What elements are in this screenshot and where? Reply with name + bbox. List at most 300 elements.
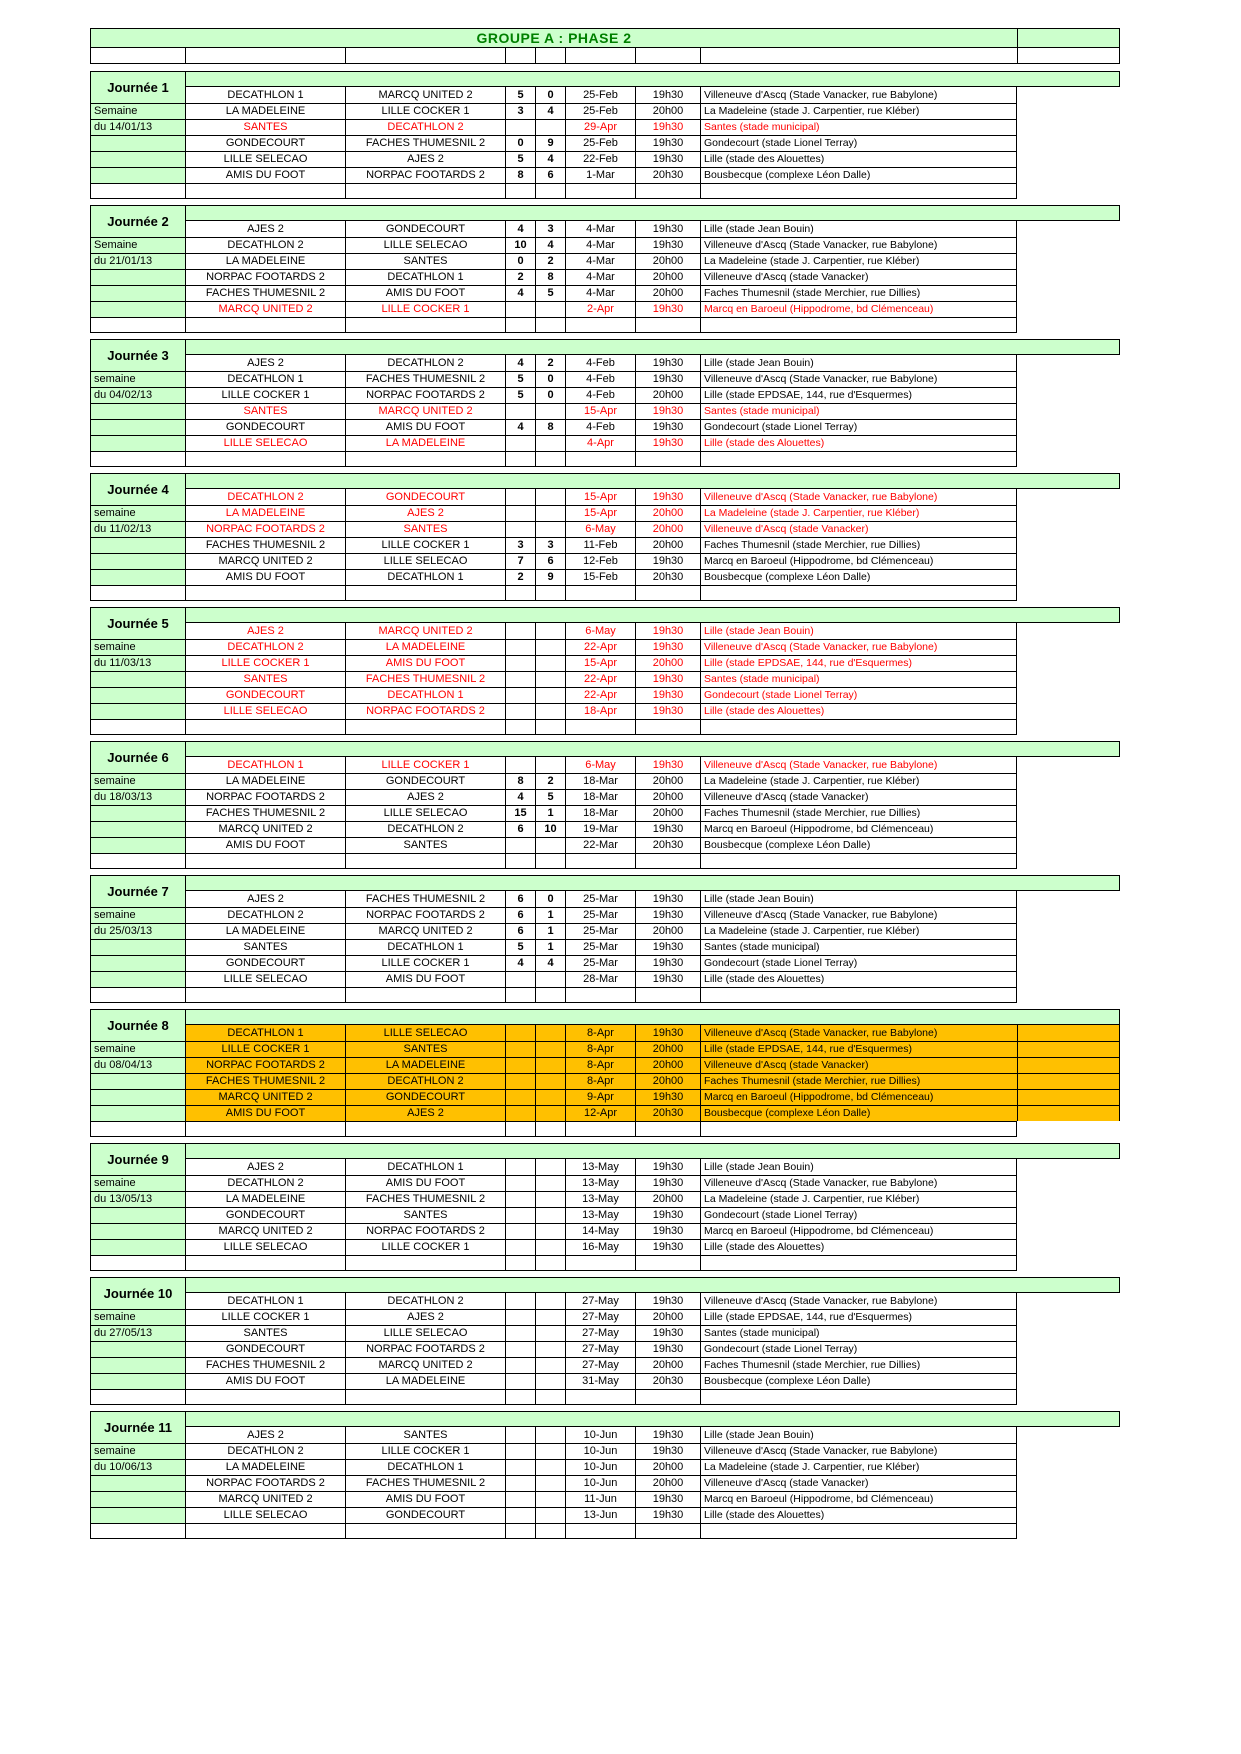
venue-cell: Lille (stade Jean Bouin) — [700, 221, 1017, 237]
time-cell: 19h30 — [635, 1443, 700, 1459]
home-team-cell: AJES 2 — [185, 1159, 345, 1175]
left-spacer-cell — [90, 821, 185, 837]
empty-row-cell — [345, 1255, 505, 1271]
home-team-cell: LILLE SELECAO — [185, 435, 345, 451]
left-spacer-cell — [90, 1507, 185, 1523]
home-team-cell: NORPAC FOOTARDS 2 — [185, 269, 345, 285]
date-cell: 15-Apr — [565, 505, 635, 521]
away-team-cell: NORPAC FOOTARDS 2 — [345, 1341, 505, 1357]
away-score-cell: 9 — [535, 569, 565, 585]
away-team-cell: MARCQ UNITED 2 — [345, 87, 505, 103]
time-cell: 19h30 — [635, 403, 700, 419]
away-score-cell — [535, 1507, 565, 1523]
empty-row-cell — [505, 1523, 535, 1539]
away-team-cell: GONDECOURT — [345, 1507, 505, 1523]
empty-row-cell — [700, 317, 1017, 333]
away-score-cell — [535, 655, 565, 671]
away-score-cell: 2 — [535, 355, 565, 371]
empty-row-cell — [505, 1255, 535, 1271]
date-cell: 25-Mar — [565, 891, 635, 907]
away-team-cell: AJES 2 — [345, 1309, 505, 1325]
home-score-cell: 0 — [505, 253, 535, 269]
away-team-cell: NORPAC FOOTARDS 2 — [345, 907, 505, 923]
empty-row-cell — [565, 585, 635, 601]
home-team-cell: DECATHLON 2 — [185, 1175, 345, 1191]
journee-label: Journée 11 — [90, 1411, 185, 1443]
away-score-cell — [535, 1239, 565, 1255]
left-spacer-cell — [90, 1239, 185, 1255]
venue-cell: Marcq en Baroeul (Hippodrome, bd Clémenceau) — [700, 1089, 1017, 1105]
away-team-cell: AJES 2 — [345, 151, 505, 167]
date-cell: 6-May — [565, 623, 635, 639]
empty-row-cell — [505, 1121, 535, 1137]
journee-block — [90, 1277, 1120, 1405]
away-score-cell — [535, 1223, 565, 1239]
home-team-cell: LA MADELEINE — [185, 253, 345, 269]
empty-row-cell — [565, 987, 635, 1003]
away-team-cell: DECATHLON 1 — [345, 569, 505, 585]
away-team-cell: DECATHLON 1 — [345, 269, 505, 285]
empty-row-cell — [505, 987, 535, 1003]
time-cell: 20h00 — [635, 285, 700, 301]
journee-band — [185, 607, 1120, 623]
home-team-cell: SANTES — [185, 1325, 345, 1341]
venue-cell: Villeneuve d'Ascq (stade Vanacker) — [700, 521, 1017, 537]
highlight-spacer-cell — [1017, 1025, 1120, 1041]
away-score-cell — [535, 301, 565, 317]
home-score-cell: 3 — [505, 103, 535, 119]
empty-row-cell — [505, 853, 535, 869]
home-team-cell: NORPAC FOOTARDS 2 — [185, 1475, 345, 1491]
date-cell: 10-Jun — [565, 1459, 635, 1475]
left-spacer-cell — [90, 553, 185, 569]
date-cell: 29-Apr — [565, 119, 635, 135]
empty-row-cell — [535, 853, 565, 869]
away-score-cell — [535, 1089, 565, 1105]
venue-cell: Gondecourt (stade Lionel Terray) — [700, 135, 1017, 151]
away-score-cell: 4 — [535, 151, 565, 167]
home-score-cell — [505, 971, 535, 987]
empty-row-cell — [90, 1255, 185, 1271]
empty-row-cell — [505, 317, 535, 333]
away-team-cell: AJES 2 — [345, 789, 505, 805]
away-team-cell: LILLE COCKER 1 — [345, 301, 505, 317]
venue-cell: Faches Thumesnil (stade Merchier, rue Dillies) — [700, 537, 1017, 553]
home-team-cell: AMIS DU FOOT — [185, 167, 345, 183]
time-cell: 19h30 — [635, 1507, 700, 1523]
left-spacer-cell — [90, 419, 185, 435]
home-score-cell — [505, 1057, 535, 1073]
home-team-cell: SANTES — [185, 939, 345, 955]
home-team-cell: DECATHLON 1 — [185, 1025, 345, 1041]
away-score-cell — [535, 489, 565, 505]
highlight-spacer-cell — [1017, 1105, 1120, 1121]
header-empty-cell — [1017, 48, 1120, 64]
date-cell: 18-Apr — [565, 703, 635, 719]
home-team-cell: DECATHLON 2 — [185, 907, 345, 923]
date-cell: 10-Jun — [565, 1427, 635, 1443]
date-cell: 25-Feb — [565, 103, 635, 119]
journee-band — [185, 71, 1120, 87]
journee-block — [90, 205, 1120, 333]
home-score-cell — [505, 1025, 535, 1041]
away-score-cell — [535, 521, 565, 537]
away-score-cell — [535, 1105, 565, 1121]
left-spacer-cell — [90, 939, 185, 955]
home-team-cell: MARCQ UNITED 2 — [185, 553, 345, 569]
away-team-cell: GONDECOURT — [345, 221, 505, 237]
venue-cell: Villeneuve d'Ascq (Stade Vanacker, rue Babylone) — [700, 1025, 1017, 1041]
away-score-cell: 2 — [535, 253, 565, 269]
empty-row-cell — [505, 585, 535, 601]
empty-row-cell — [185, 719, 345, 735]
time-cell: 19h30 — [635, 1293, 700, 1309]
header-empty-cell — [535, 48, 565, 64]
home-team-cell: AMIS DU FOOT — [185, 569, 345, 585]
week-date: du 04/02/13 — [90, 387, 185, 403]
home-team-cell: LILLE SELECAO — [185, 1507, 345, 1523]
empty-row-cell — [635, 719, 700, 735]
week-date: du 13/05/13 — [90, 1191, 185, 1207]
time-cell: 20h00 — [635, 1459, 700, 1475]
venue-cell: Santes (stade municipal) — [700, 1325, 1017, 1341]
venue-cell: Villeneuve d'Ascq (Stade Vanacker, rue Babylone) — [700, 489, 1017, 505]
week-label: semaine — [90, 505, 185, 521]
journee-block — [90, 607, 1120, 735]
home-team-cell: LILLE SELECAO — [185, 703, 345, 719]
date-cell: 27-May — [565, 1357, 635, 1373]
away-score-cell — [535, 1459, 565, 1475]
away-team-cell: SANTES — [345, 1427, 505, 1443]
left-spacer-cell — [90, 1089, 185, 1105]
left-spacer-cell — [90, 569, 185, 585]
away-team-cell: AMIS DU FOOT — [345, 285, 505, 301]
away-team-cell: DECATHLON 1 — [345, 687, 505, 703]
empty-row-cell — [90, 183, 185, 199]
venue-cell: Gondecourt (stade Lionel Terray) — [700, 1207, 1017, 1223]
empty-row-cell — [565, 1121, 635, 1137]
away-score-cell — [535, 623, 565, 639]
date-cell: 4-Mar — [565, 285, 635, 301]
away-score-cell — [535, 505, 565, 521]
away-team-cell: FACHES THUMESNIL 2 — [345, 671, 505, 687]
empty-row-cell — [505, 719, 535, 735]
home-team-cell: MARCQ UNITED 2 — [185, 1223, 345, 1239]
header-empty-cell — [345, 48, 505, 64]
time-cell: 20h30 — [635, 167, 700, 183]
empty-row-cell — [535, 451, 565, 467]
week-date: du 14/01/13 — [90, 119, 185, 135]
home-score-cell — [505, 1507, 535, 1523]
empty-row-cell — [565, 1523, 635, 1539]
away-score-cell — [535, 687, 565, 703]
away-score-cell — [535, 1357, 565, 1373]
home-team-cell: LA MADELEINE — [185, 1459, 345, 1475]
home-score-cell: 4 — [505, 419, 535, 435]
home-score-cell: 6 — [505, 907, 535, 923]
venue-cell: Gondecourt (stade Lionel Terray) — [700, 955, 1017, 971]
empty-row-cell — [90, 987, 185, 1003]
away-score-cell — [535, 837, 565, 853]
date-cell: 10-Jun — [565, 1443, 635, 1459]
journee-label: Journée 3 — [90, 339, 185, 371]
away-score-cell — [535, 1309, 565, 1325]
group-title: GROUPE A : PHASE 2 — [90, 28, 1017, 48]
week-label: semaine — [90, 1309, 185, 1325]
date-cell: 8-Apr — [565, 1041, 635, 1057]
home-score-cell: 4 — [505, 285, 535, 301]
venue-cell: Lille (stade EPDSAE, 144, rue d'Esquermes) — [700, 387, 1017, 403]
home-score-cell: 6 — [505, 821, 535, 837]
time-cell: 19h30 — [635, 371, 700, 387]
time-cell: 19h30 — [635, 1223, 700, 1239]
date-cell: 12-Feb — [565, 553, 635, 569]
journee-block — [90, 339, 1120, 467]
empty-row-cell — [635, 1523, 700, 1539]
away-team-cell: DECATHLON 1 — [345, 1459, 505, 1475]
empty-row-cell — [565, 317, 635, 333]
week-label: Semaine — [90, 237, 185, 253]
away-team-cell: NORPAC FOOTARDS 2 — [345, 1223, 505, 1239]
left-spacer-cell — [90, 1357, 185, 1373]
time-cell: 19h30 — [635, 435, 700, 451]
away-team-cell: DECATHLON 1 — [345, 939, 505, 955]
empty-row-cell — [185, 1389, 345, 1405]
date-cell: 16-May — [565, 1239, 635, 1255]
home-score-cell — [505, 119, 535, 135]
venue-cell: Lille (stade des Alouettes) — [700, 151, 1017, 167]
empty-row-cell — [700, 183, 1017, 199]
date-cell: 13-Jun — [565, 1507, 635, 1523]
empty-row-cell — [185, 1255, 345, 1271]
home-score-cell — [505, 1159, 535, 1175]
empty-row-cell — [700, 1389, 1017, 1405]
empty-row-cell — [505, 451, 535, 467]
time-cell: 20h30 — [635, 1105, 700, 1121]
date-cell: 18-Mar — [565, 789, 635, 805]
home-score-cell — [505, 671, 535, 687]
away-score-cell: 0 — [535, 891, 565, 907]
empty-row-cell — [90, 1523, 185, 1539]
empty-row-cell — [185, 1523, 345, 1539]
away-team-cell: NORPAC FOOTARDS 2 — [345, 387, 505, 403]
away-team-cell: FACHES THUMESNIL 2 — [345, 1475, 505, 1491]
venue-cell: Marcq en Baroeul (Hippodrome, bd Clémenceau) — [700, 821, 1017, 837]
venue-cell: Lille (stade des Alouettes) — [700, 1507, 1017, 1523]
away-score-cell: 4 — [535, 237, 565, 253]
home-team-cell: MARCQ UNITED 2 — [185, 1089, 345, 1105]
journee-block — [90, 741, 1120, 869]
time-cell: 19h30 — [635, 1491, 700, 1507]
home-team-cell: MARCQ UNITED 2 — [185, 821, 345, 837]
date-cell: 25-Mar — [565, 939, 635, 955]
journee-label: Journée 7 — [90, 875, 185, 907]
home-team-cell: FACHES THUMESNIL 2 — [185, 805, 345, 821]
away-team-cell: LILLE SELECAO — [345, 1025, 505, 1041]
away-team-cell: LILLE COCKER 1 — [345, 537, 505, 553]
time-cell: 20h30 — [635, 837, 700, 853]
venue-cell: Bousbecque (complexe Léon Dalle) — [700, 1105, 1017, 1121]
away-score-cell: 3 — [535, 221, 565, 237]
home-team-cell: AMIS DU FOOT — [185, 837, 345, 853]
away-score-cell: 4 — [535, 955, 565, 971]
time-cell: 20h00 — [635, 103, 700, 119]
time-cell: 20h00 — [635, 1309, 700, 1325]
header-empty-cell — [185, 48, 345, 64]
empty-row-cell — [345, 853, 505, 869]
empty-row-cell — [345, 719, 505, 735]
empty-row-cell — [535, 987, 565, 1003]
empty-row-cell — [535, 719, 565, 735]
time-cell: 19h30 — [635, 553, 700, 569]
venue-cell: Villeneuve d'Ascq (stade Vanacker) — [700, 1475, 1017, 1491]
date-cell: 22-Mar — [565, 837, 635, 853]
home-team-cell: LA MADELEINE — [185, 923, 345, 939]
date-cell: 2-Apr — [565, 301, 635, 317]
time-cell: 20h00 — [635, 1073, 700, 1089]
home-score-cell — [505, 1491, 535, 1507]
home-score-cell: 10 — [505, 237, 535, 253]
time-cell: 19h30 — [635, 757, 700, 773]
home-score-cell — [505, 1373, 535, 1389]
empty-row-cell — [345, 317, 505, 333]
empty-row-cell — [565, 1255, 635, 1271]
date-cell: 6-May — [565, 757, 635, 773]
left-spacer-cell — [90, 1105, 185, 1121]
away-team-cell: LA MADELEINE — [345, 639, 505, 655]
date-cell: 15-Apr — [565, 655, 635, 671]
date-cell: 25-Mar — [565, 907, 635, 923]
time-cell: 20h00 — [635, 1041, 700, 1057]
away-score-cell: 0 — [535, 387, 565, 403]
venue-cell: Lille (stade Jean Bouin) — [700, 623, 1017, 639]
empty-row-cell — [635, 987, 700, 1003]
time-cell: 19h30 — [635, 623, 700, 639]
home-score-cell: 8 — [505, 167, 535, 183]
time-cell: 19h30 — [635, 703, 700, 719]
journee-block — [90, 1143, 1120, 1271]
time-cell: 20h00 — [635, 789, 700, 805]
away-team-cell: DECATHLON 1 — [345, 1159, 505, 1175]
home-team-cell: AJES 2 — [185, 221, 345, 237]
venue-cell: Lille (stade Jean Bouin) — [700, 891, 1017, 907]
journee-block — [90, 473, 1120, 601]
time-cell: 20h00 — [635, 253, 700, 269]
away-team-cell: LA MADELEINE — [345, 1373, 505, 1389]
week-label: semaine — [90, 1443, 185, 1459]
date-cell: 25-Mar — [565, 955, 635, 971]
empty-row-cell — [700, 719, 1017, 735]
empty-row-cell — [185, 853, 345, 869]
date-cell: 4-Feb — [565, 387, 635, 403]
home-score-cell — [505, 1175, 535, 1191]
home-score-cell: 5 — [505, 939, 535, 955]
time-cell: 20h00 — [635, 923, 700, 939]
time-cell: 19h30 — [635, 1159, 700, 1175]
date-cell: 1-Mar — [565, 167, 635, 183]
venue-cell: Lille (stade EPDSAE, 144, rue d'Esquermes) — [700, 655, 1017, 671]
time-cell: 19h30 — [635, 891, 700, 907]
away-team-cell: GONDECOURT — [345, 489, 505, 505]
home-score-cell: 5 — [505, 151, 535, 167]
home-team-cell: GONDECOURT — [185, 1207, 345, 1223]
home-score-cell — [505, 623, 535, 639]
time-cell: 20h00 — [635, 1191, 700, 1207]
home-score-cell — [505, 639, 535, 655]
home-team-cell: LILLE SELECAO — [185, 151, 345, 167]
venue-cell: Bousbecque (complexe Léon Dalle) — [700, 1373, 1017, 1389]
venue-cell: Gondecourt (stade Lionel Terray) — [700, 419, 1017, 435]
empty-row-cell — [535, 183, 565, 199]
empty-row-cell — [635, 451, 700, 467]
home-score-cell: 5 — [505, 387, 535, 403]
journee-block — [90, 1009, 1120, 1137]
away-score-cell — [535, 1325, 565, 1341]
venue-cell: Villeneuve d'Ascq (Stade Vanacker, rue Babylone) — [700, 639, 1017, 655]
time-cell: 20h00 — [635, 521, 700, 537]
empty-row-cell — [345, 1121, 505, 1137]
home-team-cell: DECATHLON 2 — [185, 1443, 345, 1459]
left-spacer-cell — [90, 1373, 185, 1389]
venue-cell: Gondecourt (stade Lionel Terray) — [700, 1341, 1017, 1357]
venue-cell: La Madeleine (stade J. Carpentier, rue Kléber) — [700, 253, 1017, 269]
empty-row-cell — [700, 1121, 1017, 1137]
venue-cell: Lille (stade Jean Bouin) — [700, 1427, 1017, 1443]
venue-cell: Marcq en Baroeul (Hippodrome, bd Clémenceau) — [700, 1491, 1017, 1507]
empty-row-cell — [185, 585, 345, 601]
away-team-cell: LA MADELEINE — [345, 1057, 505, 1073]
venue-cell: Villeneuve d'Ascq (stade Vanacker) — [700, 269, 1017, 285]
away-score-cell — [535, 1073, 565, 1089]
away-score-cell: 1 — [535, 939, 565, 955]
home-score-cell — [505, 1073, 535, 1089]
time-cell: 20h00 — [635, 1357, 700, 1373]
date-cell: 31-May — [565, 1373, 635, 1389]
empty-row-cell — [185, 1121, 345, 1137]
time-cell: 20h00 — [635, 655, 700, 671]
title-spacer-cell — [1017, 28, 1120, 48]
away-team-cell: SANTES — [345, 1207, 505, 1223]
empty-row-cell — [345, 1523, 505, 1539]
left-spacer-cell — [90, 671, 185, 687]
date-cell: 22-Apr — [565, 687, 635, 703]
away-score-cell — [535, 1175, 565, 1191]
date-cell: 11-Feb — [565, 537, 635, 553]
empty-row-cell — [700, 1255, 1017, 1271]
time-cell: 20h30 — [635, 569, 700, 585]
empty-row-cell — [565, 451, 635, 467]
home-score-cell: 7 — [505, 553, 535, 569]
journee-band — [185, 1277, 1120, 1293]
empty-row-cell — [635, 317, 700, 333]
home-team-cell: GONDECOURT — [185, 419, 345, 435]
venue-cell: Lille (stade des Alouettes) — [700, 703, 1017, 719]
date-cell: 14-May — [565, 1223, 635, 1239]
home-team-cell: LILLE SELECAO — [185, 1239, 345, 1255]
header-empty-cell — [700, 48, 1017, 64]
home-score-cell — [505, 703, 535, 719]
home-score-cell — [505, 489, 535, 505]
away-team-cell: DECATHLON 2 — [345, 355, 505, 371]
highlight-spacer-cell — [1017, 1041, 1120, 1057]
venue-cell: Santes (stade municipal) — [700, 671, 1017, 687]
venue-cell: Lille (stade EPDSAE, 144, rue d'Esquermes) — [700, 1309, 1017, 1325]
week-date: du 27/05/13 — [90, 1325, 185, 1341]
away-team-cell: AMIS DU FOOT — [345, 971, 505, 987]
venue-cell: Villeneuve d'Ascq (Stade Vanacker, rue Babylone) — [700, 1175, 1017, 1191]
home-team-cell: DECATHLON 1 — [185, 371, 345, 387]
home-score-cell — [505, 1325, 535, 1341]
